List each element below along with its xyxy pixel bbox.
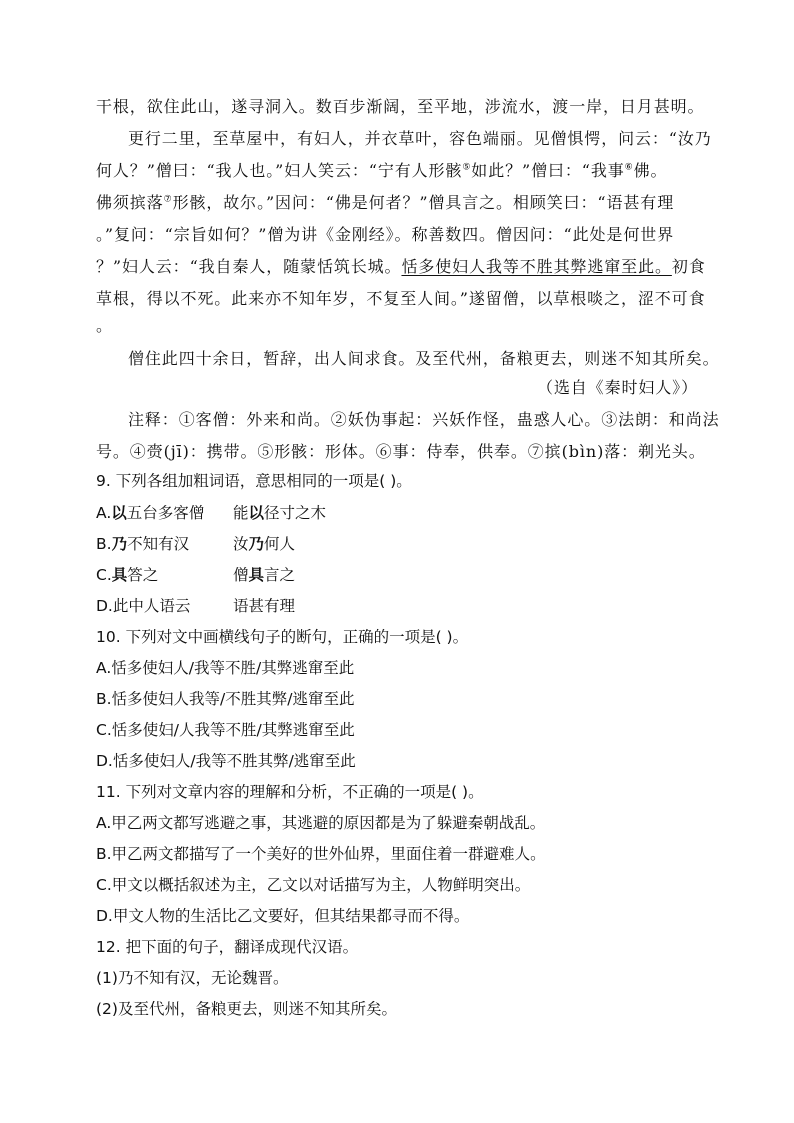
question-9-option-b (96, 534, 698, 554)
passage-text: 更行二里，至草屋中，有妇人，并衣草叶，容色端丽。见僧惧愕，问云：“汝乃 (128, 129, 712, 148)
question-9-option-a (96, 503, 698, 523)
question-10-stem (96, 627, 698, 647)
question-text: 9. 下列各组加粗词语，意思相同的一项是( )。 (96, 472, 412, 490)
option-label: A. (96, 504, 112, 522)
question-11-stem (96, 782, 698, 802)
bold-word: 具 (248, 566, 265, 584)
question-9-stem (96, 471, 698, 491)
passage-line (96, 97, 705, 117)
option-text: 五台多客僧 (126, 504, 205, 522)
question-9-option-c (96, 565, 698, 585)
option-text: 何人 (264, 535, 296, 553)
question-12-sentence-1 (96, 968, 698, 988)
notes-line (96, 442, 706, 462)
option-second-phrase: 语甚有理 (233, 597, 296, 615)
passage-text: 形骸，故尔。”因问：“佛是何者？”僧具言之。相顾笑曰：“语甚有理 (172, 193, 675, 212)
option-text: 汝 (233, 535, 249, 553)
question-text: 10. 下列对文中画横线句子的断句，正确的一项是( )。 (96, 628, 469, 646)
source-citation: （选自《秦时妇人》） (536, 378, 698, 397)
question-text: 11. 下列对文章内容的理解和分析，不正确的一项是( )。 (96, 783, 484, 801)
passage-line (96, 257, 706, 277)
passage-text: 何人？”僧曰：“我人也。”妇人笑云：“宁有人形骸 (96, 161, 463, 180)
question-10-option-c (96, 720, 698, 740)
bold-word: 以 (248, 504, 265, 522)
option-label: C. (96, 566, 112, 584)
option-text: 径寸之木 (264, 504, 327, 522)
question-12-sentence-2 (96, 999, 698, 1019)
passage-text: 佛。 (633, 161, 668, 180)
passage-line (96, 316, 698, 336)
option-text: D.此中人语云 (96, 597, 191, 615)
option-text: B.恬多使妇人我等/不胜其弊/逃窜至此 (96, 690, 355, 708)
option-text: 言之 (264, 566, 296, 584)
question-9-option-d (96, 596, 698, 616)
passage-text: ？”妇人云：“我自秦人，随蒙恬筑长城。 (96, 257, 402, 276)
passage-line (96, 225, 698, 245)
question-11-option-a (96, 813, 698, 833)
sentence-text: (1)乃不知有汉，无论魏晋。 (96, 969, 289, 987)
footnote-marker: ⑦ (163, 194, 173, 205)
footnote-marker: ⑥ (624, 162, 634, 173)
option-text: D.甲文人物的生活比乙文要好，但其结果都寻而不得。 (96, 907, 470, 925)
question-10-option-b (96, 689, 698, 709)
passage-line (96, 161, 698, 181)
passage-text: 。 (96, 316, 113, 335)
notes-line (128, 410, 720, 430)
option-second-phrase (233, 565, 295, 585)
option-text: 能 (233, 504, 249, 522)
passage-text: 草根，得以不死。此来亦不知年岁，不复至人间。”遂留僧，以草根啖之，涩不可食 (96, 289, 706, 308)
bold-word: 乃 (111, 535, 128, 553)
question-11-option-d (96, 906, 698, 926)
option-text: C.甲文以概括叙述为主，乙文以对话描写为主，人物鲜明突出。 (96, 876, 531, 894)
option-text: D.恬多使妇人/我等不胜其弊/逃窜至此 (96, 752, 356, 770)
bold-word: 乃 (248, 535, 265, 553)
option-second-phrase (233, 534, 295, 554)
option-label: B. (96, 535, 112, 553)
question-10-option-d (96, 751, 698, 771)
option-text: B.甲乙两文都描写了一个美好的世外仙界，里面住着一群避难人。 (96, 845, 546, 863)
option-text: 不知有汉 (127, 535, 190, 553)
passage-text: 初食 (671, 257, 706, 276)
passage-text: 僧住此四十余日，暂辞，出人间求食。及至代州，备粮更去，则迷不知其所矣。 (128, 349, 720, 368)
passage-line (128, 349, 720, 369)
notes-text: 注释：①客僧：外来和尚。②妖伪事起：兴妖作怪，蛊惑人心。③法朗：和尚法 (128, 410, 720, 429)
question-text: 12. 把下面的句子，翻译成现代汉语。 (96, 938, 359, 956)
option-text: 僧 (233, 566, 249, 584)
question-12-stem (96, 937, 698, 957)
option-second-phrase (233, 503, 326, 523)
passage-line (128, 129, 712, 149)
passage-text: 干根，欲住此山，遂寻洞入。数百步渐阔，至平地，涉流水，渡一岸，日月甚明。 (96, 97, 705, 116)
question-10-option-a (96, 658, 698, 678)
option-text: 答之 (127, 566, 159, 584)
footnote-marker: ⑤ (462, 162, 472, 173)
underlined-sentence: 恬多使妇人我等不胜其弊逃窜至此。 (401, 257, 672, 276)
bold-word: 具 (111, 566, 128, 584)
passage-text: 。”复问：“宗旨如何？”僧为讲《金刚经》。称善数四。僧因问：“此处是何世界 (96, 225, 675, 244)
passage-line (96, 289, 706, 309)
passage-source (96, 378, 698, 398)
option-text: A.恬多使妇人/我等不胜/其弊逃窜至此 (96, 659, 355, 677)
question-11-option-b (96, 844, 698, 864)
passage-text: 如此？”僧曰：“我事 (471, 161, 625, 180)
option-text: C.恬多使妇/人我等不胜/其弊逃窜至此 (96, 721, 355, 739)
bold-word: 以 (111, 504, 127, 522)
question-11-option-c (96, 875, 698, 895)
notes-text: 号。④赍(jī)：携带。⑤形骸：形体。⑥事：侍奉，供奉。⑦摈(bìn)落：剃光头。 (96, 442, 706, 461)
passage-line (96, 193, 698, 213)
passage-text: 佛须摈落 (96, 193, 164, 212)
sentence-text: (2)及至代州，备粮更去，则迷不知其所矣。 (96, 1000, 397, 1018)
option-text: A.甲乙两文都写逃避之事，其逃避的原因都是为了躲避秦朝战乱。 (96, 814, 546, 832)
